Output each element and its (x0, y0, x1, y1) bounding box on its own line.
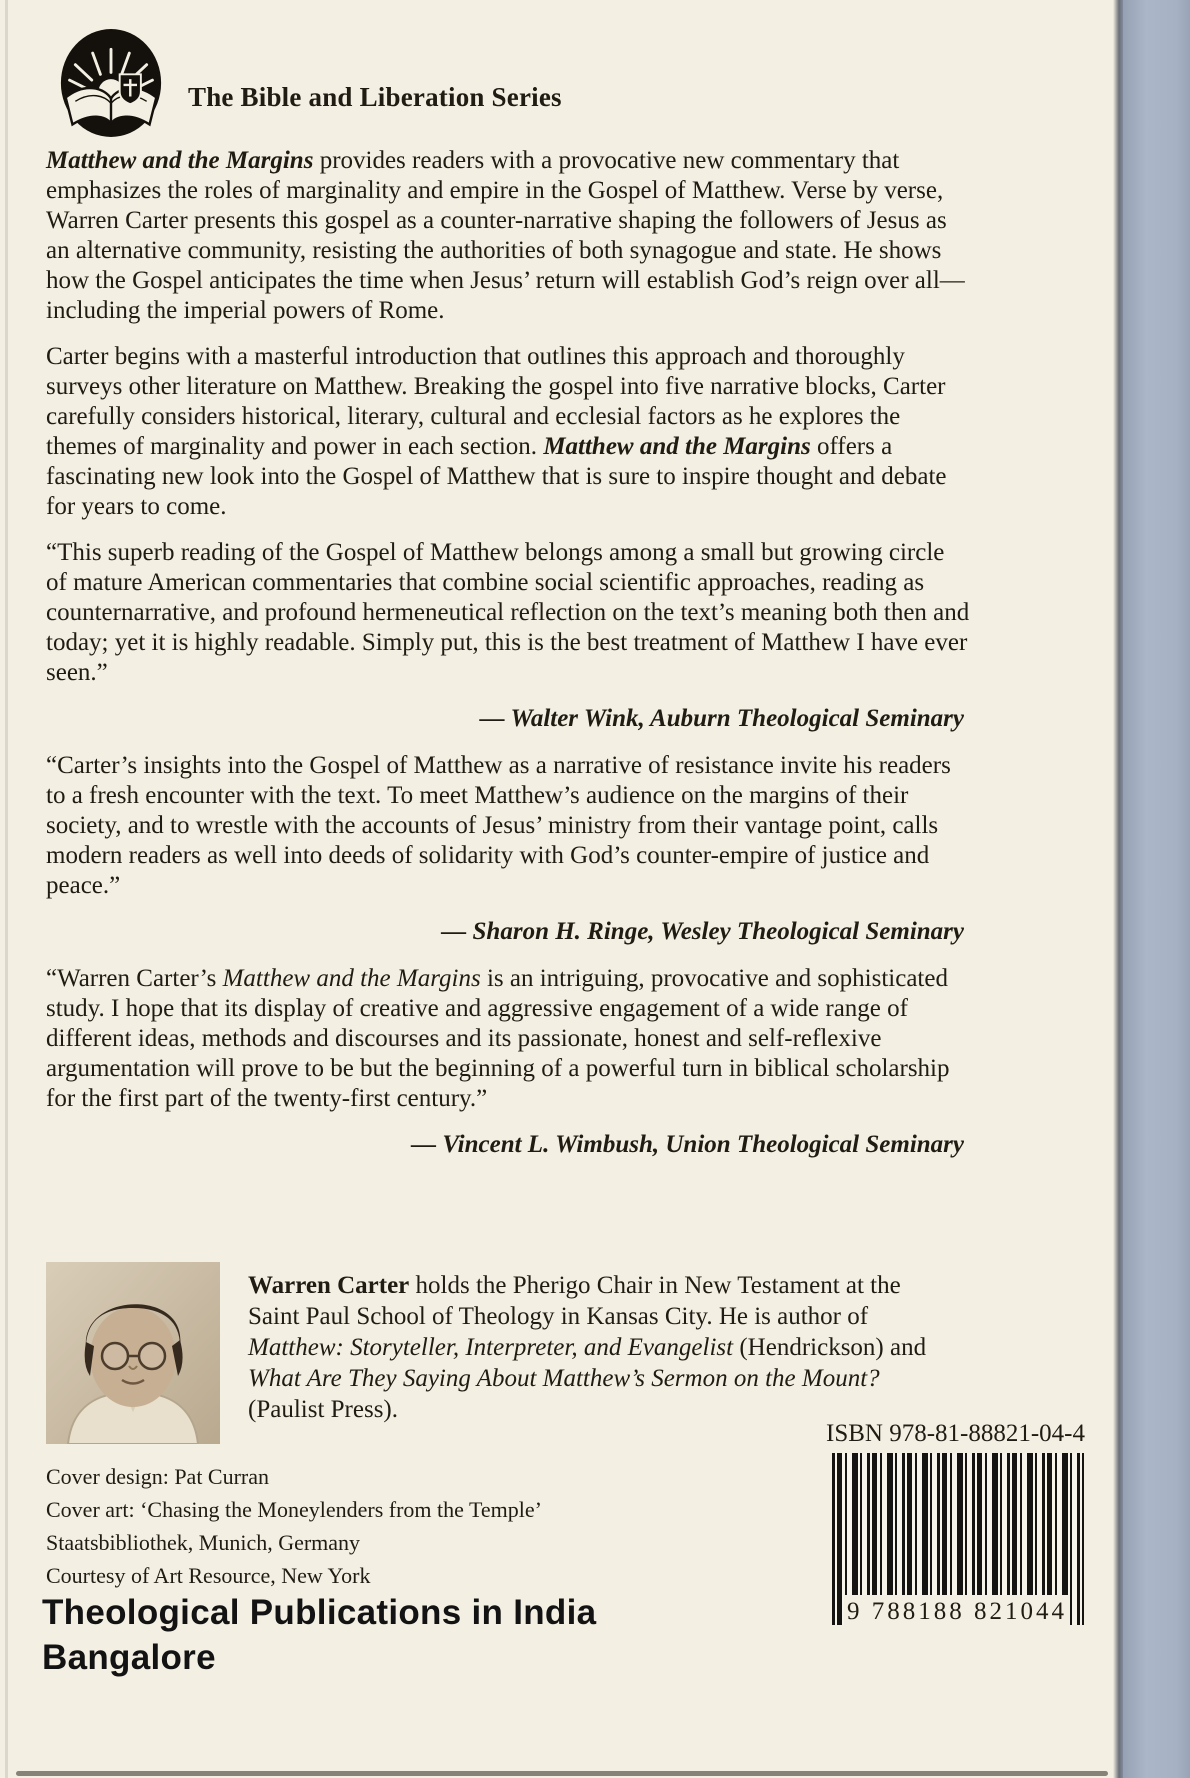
author-section (46, 1262, 981, 1444)
author-work-1: Matthew: Storyteller, Interpreter, and Evangelist (248, 1334, 734, 1361)
back-cover-text (46, 146, 970, 1177)
background-surface-strip (1123, 0, 1190, 1778)
endorsement-attribution-2: — Sharon H. Ringe, Wesley Theological Seminary (441, 918, 964, 945)
endorsement-quote-3: “Warren Carter’s Matthew and the Margins is an intriguing, provocative and sophisticated study. I hope that its display of creative and aggressive engagement of a wide range of different ideas, methods and discourses and its passionate, honest and self-reflexive argumentation will prove to be but the beginning of a powerful turn in biblical scholarship for the first part of the twenty-first century.” (46, 965, 950, 1112)
publisher-block (42, 1590, 596, 1680)
intro-paragraph-2: Carter begins with a masterful introduction that outlines this approach and thoroughly surveys other literature on Matthew. Breaking the gospel into five narrative blocks, Carter carefully considers historical, literary, cultural and ecclesial factors as he explores the themes of marginality and power in each section. Matthew and the Margins offers a fascinating new look into the Gospel of Matthew that is sure to inspire thought and debate for years to come. (46, 343, 947, 520)
author-work-2: What Are They Saying About Matthew’s Sermon on the Mount? (248, 1365, 880, 1392)
endorsement-quote-2: “Carter’s insights into the Gospel of Matthew as a narrative of resistance invite his readers to a fresh encounter with the text. To meet Matthew’s audience on the margins of their society, and to wrestle with the accounts of Jesus’ ministry from their vantage point, calls modern readers as well into deeds of solidarity with God’s counter-empire of justice and peace.” (46, 752, 951, 899)
book-page-edge-shadow (1113, 0, 1123, 1778)
endorsement-attribution-3: — Vincent L. Wimbush, Union Theological Seminary (411, 1131, 964, 1158)
author-bio: Warren Carter holds the Pherigo Chair in New Testament at the Saint Paul School of Theology in Kansas City. He is author of Matthew: Storyteller, Interpreter, and Evangelist (Hendrickson) and What Are They Saying About Matthew’s Sermon on the Mount? (Paulist Press). (248, 1272, 927, 1423)
series-title: The Bible and Liberation Series (188, 81, 562, 112)
cover-left-edge-shadow (5, 0, 8, 1778)
credit-line: Cover design: Pat Curran (46, 1464, 270, 1489)
series-header (58, 26, 562, 140)
cover-credits (46, 1460, 542, 1592)
cover-bottom-edge-shadow (16, 1771, 1108, 1776)
credit-line: Staatsbibliothek, Munich, Germany (46, 1530, 361, 1555)
ean-barcode (826, 1453, 1084, 1626)
intro-paragraph-1: Matthew and the Margins provides readers with a provocative new commentary that emphasizes the roles of marginality and empire in the Gospel of Matthew. Verse by verse, Warren Carter presents this gospel as a counter-narrative shaping the followers of Jesus as an alternative community, resisting the authorities of both synagogue and state. He shows how the Gospel anticipates the time when Jesus’ return will establish God’s reign over all—including the imperial powers of Rome. (46, 147, 965, 324)
warren-carter-portrait-photo (46, 1262, 220, 1444)
open-book-sunburst-logo-icon (58, 26, 164, 140)
endorsement-attribution-1: — Walter Wink, Auburn Theological Seminary (479, 705, 964, 732)
credit-line: Courtesy of Art Resource, New York (46, 1563, 371, 1588)
book-title-mention: Matthew and the Margins (222, 965, 481, 992)
book-title-mention: Matthew and the Margins (543, 433, 811, 460)
credit-line: Cover art: ‘Chasing the Moneylenders from the Temple’ (46, 1497, 542, 1522)
author-name: Warren Carter (248, 1272, 410, 1299)
endorsement-quote-1: “This superb reading of the Gospel of Matthew belongs among a small but growing circle of mature American commentaries that combine social scientific approaches, reading as counternarrative, and profound hermeneutical reflection on the text’s meaning both then and today; yet it is highly readable. Simply put, this is the best treatment of Matthew I have ever seen.” (46, 539, 970, 686)
isbn-label: ISBN 978-81-88821-04-4 (826, 1420, 1086, 1447)
book-title-mention: Matthew and the Margins (46, 147, 314, 174)
publisher-city: Bangalore (42, 1638, 216, 1677)
barcode-digits: 9 788188 821044 (844, 1595, 1070, 1626)
isbn-barcode-block (826, 1420, 1084, 1626)
publisher-name: Theological Publications in India (42, 1593, 597, 1632)
